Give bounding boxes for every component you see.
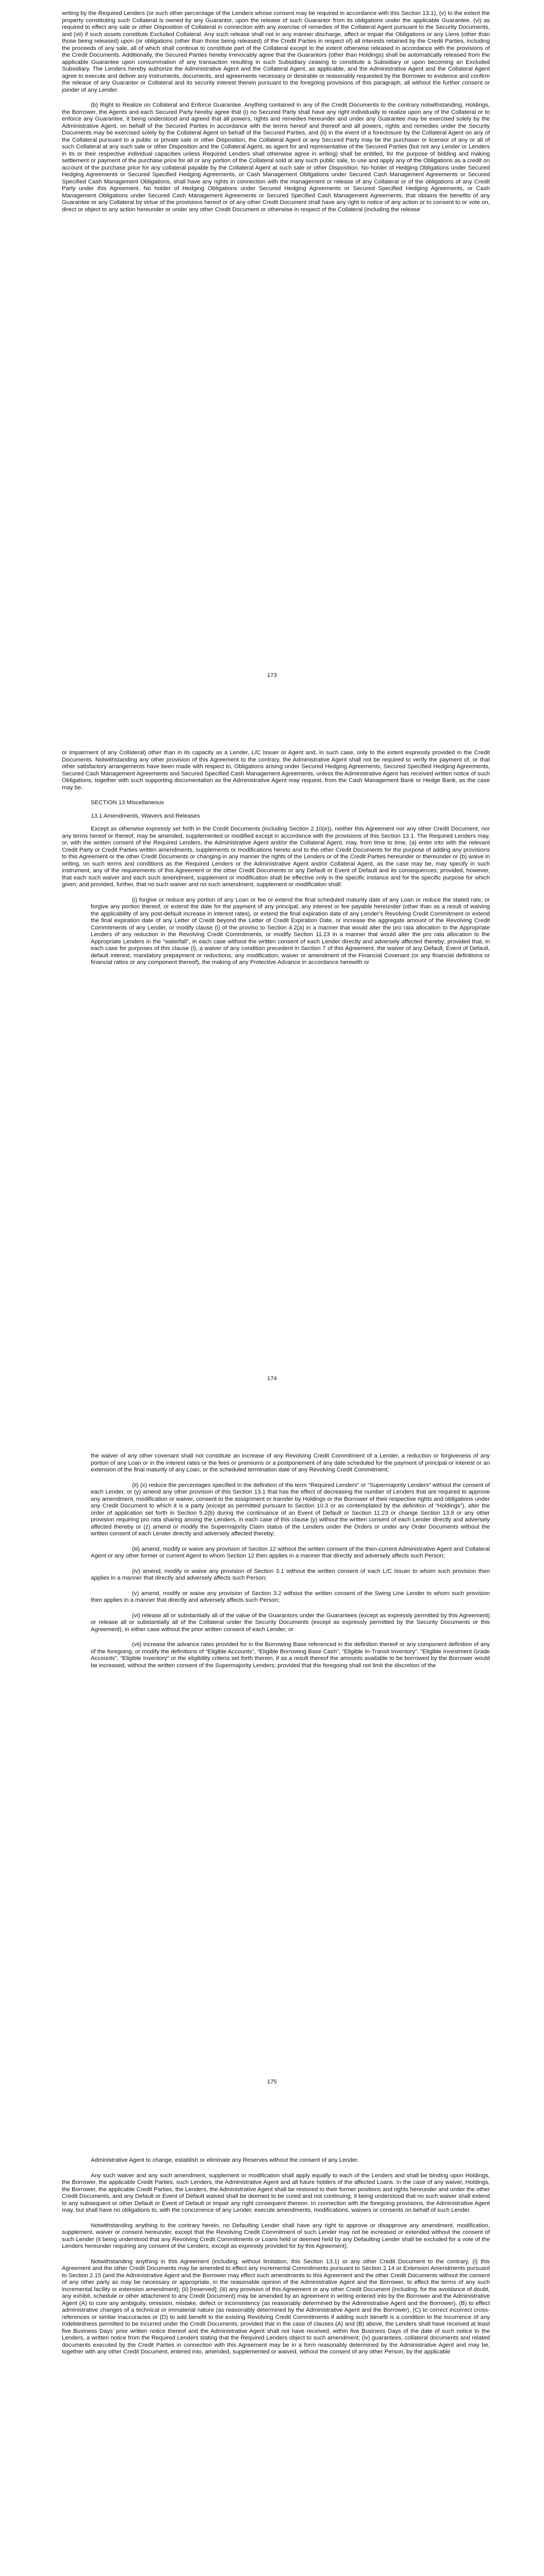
clause-vi: (vi) release all or substantially all of the value of the Guarantors under the Guarantees (except as expressly permitted by this Agreement) or release all or substantially all of the Collateral under the Security Documents (except as expressly permitted by the Security Documents or this Agreement), in either case without the prior written consent of each Lender; or [91,1612,490,1633]
clause-ii: (ii) (x) reduce the percentages specified in the definition of the term “Required Lenders” or “Supermajority Lenders” without the consent of each Lender, or (y) amend any other provision of this Section 13.1 that has the effect of decreasing the number of Lenders that are required to approve any amendment, modification or waiver, consent to the assignment or transfer by Holdings or the Borrower of their respective rights and obligations under any Credit Document to which it is a party (except as permitted pursuant to Section 10.3 or as contemplated by the definition of “Holdings”), alter the order of application set forth in Section 5.2(b) during the continuance of an Event of Default or Section 11.23 or change Section 13.8 or any other provision requiring pro rata sharing among the Lenders, in each case of this clause (y) without the written consent of each Lender directly and adversely affected thereby or (z) amend or modify the Supermajority Claim status of the Lenders under the Orders or under any Order Documents without the written consent of each Lender directly and adversely affected thereby; [91,1482,490,1537]
page-body [62,0,490,213]
page-173 [0,0,544,703]
paragraph-waiver-applies: Any such waiver and any such amendment, supplement or modification shall apply equally to each of the Lenders and shall be binding upon Holdings, the Borrower, the applicable Credit Parties, such Lenders, the Administrative Agent and all future holders of the affected Loans. In the case of any waiver, Holdings, the Borrower, the applicable Credit Parties, the Lenders, the Administrative Agent shall be restored to their former positions and rights hereunder and under the other Credit Documents, and any Default or Event of Default waived shall be deemed to be cured and not continuing, it being understood that no such waiver shall extend to any subsequent or other Default or Event of Default or impair any right consequent thereon. In connection with the foregoing provisions, the Administrative Agent may, but shall have no obligations to, with the concurrence of any Lender, execute amendments, modifications, waivers or consents on behalf of such Lender. [62,2172,490,2213]
clause-iv: (iv) amend, modify or waive any provision of Section 3.1 without the written consent of each L/C Issuer to whom such provision then applies in a manner that directly and adversely affects such Person; [91,1568,490,1581]
clause-i: (i) forgive or reduce any portion of any Loan or fee or extend the final scheduled maturity date of any Loan or reduce the stated rate, or forgive any portion thereof, or extend the date for the payment of any principal, any interest or fee payable hereunder (other than as a result of waiving the applicability of any post-default increase in interest rates), or extend the final expiration date of any Lender's Revolving Credit Commitment or extend the final expiration date of any Letter of Credit beyond the Letter of Credit Expiration Date, or increase the aggregate amount of the Revolving Credit Commitments of any Lender, or modify clause (i) of the proviso to Section 4.2(a) in a manner that would alter the pro rata allocation to the Appropriate Lenders of any reduction in the Revolving Credit Commitments, or modify Section 11.23 in a manner that would alter the pro rata allocation to the Appropriate Lenders in the “waterfall”, in each case without the written consent of each Lender directly and adversely affected thereby; provided that, in each case for purposes of this clause (i), a waiver of any condition precedent in Section 7 of this Agreement, the waiver of any Default, Event of Default, default interest, mandatory prepayment or reductions, any modification, waiver or amendment of the Financial Covenant (or any financial definitions or financial ratios or any component thereof), the making of any Protective Advance in accordance herewith or [91,896,490,965]
subsection-heading: 13.1 Amendments, Waivers and Releases [91,812,200,819]
page-number: 173 [267,672,277,679]
section-heading: SECTION 13 Miscellaneous [91,800,164,806]
clause-v: (v) amend, modify or waive any provision of Section 3.2 without the written consent of the Swing Line Lender to whom such provision then applies in a manner that directly and adversely affects such Person; [91,1590,490,1603]
page-176 [0,2110,544,2576]
page-175 [0,1406,544,2110]
paragraph-notwithstanding: Notwithstanding anything in this Agreement (including, without limitation, this Section 13.1) or any other Credit Document to the contrary, (i) this Agreement and the other Credit Documents may be amended to effect any Incremental Commitments pursuant to Section 2.14 or Extension Amendments pursuant to Section 2.15 (and the Administrative Agent and the Borrower may effect such amendments to this Agreement and the other Credit Documents without the consent of any other party as may be necessary or appropriate, in the reasonable opinion of the Administrative Agent and the Borrower, to effect the terms of any such incremental facility or extension amendment); (ii) [reserved]; (iii) any provision of this Agreement or any other Credit Document (including, for the avoidance of doubt, any exhibit, schedule or other attachment to any Credit Document) may be amended by an agreement in writing entered into by the Borrower and the Administrative Agent (A) to cure any ambiguity, omission, mistake, defect or inconsistency (as reasonably determined by the Administrative Agent and the Borrower), (B) to effect administrative changes of a technical or immaterial nature (as reasonably determined by the Administrative Agent and the Borrower), (C) to correct incorrect cross-references or similar inaccuracies or (D) to add benefit to the existing Revolving Credit Commitments if adding such benefit is a condition to the incurrence of any Indebtedness permitted to be incurred under the Credit Documents; provided that in the case of clauses (A) and (B) above, the Lenders shall have received at least five Business Days’ prior written notice thereof and the Administrative Agent shall not have received, within five Business Days of the date of such notice to the Lenders, a written notice from the Required Lenders stating that the Required Lenders object to such amendment; (iv) guarantees, collateral documents and related documents executed by the Credit Parties in connection with this Agreement may be in a form reasonably determined by the Administrative Agent and may be, together with any other Credit Document, entered into, amended, supplemented or waived, without the consent of any other Person, by the applicable [62,2258,490,2355]
paragraph-amendments-intro: Except as otherwise expressly set forth in the Credit Documents (including Section 2.10(e)), neither this Agreement nor any other Credit Document, nor any terms hereof or thereof, may be amended, supplemented or modified except in accordance with the provisions of this Section 13.1. The Required Lenders may, or, with the written consent of the Required Lenders, the Administrative Agent and/or the Collateral Agent, may, from time to time, (a) enter into with the relevant Credit Party or Credit Parties written amendments, supplements or modifications hereto and to the other Credit Documents for the purpose of adding any provisions to this Agreement or the other Credit Documents or changing in any manner the rights of the Lenders or of the Credit Parties hereunder or thereunder or (b) waive in writing, on such terms and conditions as the Required Lenders or the Administrative Agent and/or Collateral Agent, as the case may be, may specify in such instrument, any of the requirements of this Agreement or the other Credit Documents or any Default or Event of Default and its consequences; provided, however, that each such waiver and each such amendment, supplement or modification shall be effective only in the specific instance and for the specific purpose for which given; and provided, further, that no such waiver and no such amendment, supplement or modification shall: [62,826,490,888]
page-number: 174 [267,1376,277,1382]
paragraph-right-to-realize: (b) Right to Realize on Collateral and Enforce Guarantee. Anything contained in any of the Credit Documents to the contrary notwithstanding, Holdings, the Borrower, the Agents and each Secured Party hereby agree that (i) no Secured Party shall have any right individually to realize upon any of the Collateral or to enforce any Guarantee, it being understood and agreed that all powers, rights and remedies hereunder and under any Guarantee may be exercised solely by the Administrative Agent, on behalf of the Secured Parties in accordance with the terms hereof and thereof and all powers, rights and remedies under the Security Documents may be exercised solely by the Collateral Agent on behalf of the Secured Parties, and (ii) in the event of a foreclosure by the Collateral Agent on any of the Collateral pursuant to a public or private sale or other Disposition, the Collateral Agent or any Secured Party may be the purchaser or licensor of any or all of such Collateral at any such sale or other Disposition and the Collateral Agent, as agent for and representative of the Secured Parties (but not any Lender or Lenders in its or their respective individual capacities unless Required Lenders shall otherwise agree in writing) shall be entitled, for the purpose of bidding and making settlement or payment of the purchase price for all or any portion of the Collateral sold at any such public sale, to use and apply any of the Obligations as a credit on account of the purchase price for any collateral payable by the Collateral Agent at such sale or other Disposition. No holder of Hedging Obligations under Secured Hedging Agreements or Secured Specified Hedging Agreements, or Cash Management Obligations under Secured Cash Management Agreements or Secured Specified Cash Management Obligations, shall have any rights in connection with the management or release of any Collateral or of the obligations of any Credit Party under this Agreement. No holder of Hedging Obligations under Secured Hedging Agreements or Secured Specified Hedging Agreements, or Cash Management Obligations under Secured Cash Management Agreements or Secured Specified Cash Management Agreements, that obtains the benefits of any Guarantee or any Collateral by virtue of the provisions hereof or of any other Credit Document shall have any right to notice of any action or to consent to or vote on, direct or object to any action hereunder or under any other Credit Document or otherwise in respect of the Collateral (including the release [62,102,490,213]
clause-iii: (iii) amend, modify or waive any provision of Section 12 without the written consent of the then-current Administrative Agent and Collateral Agent or any other former or current Agent to whom Section 12 then applies in a manner that directly and adversely affects such Person; [91,1546,490,1559]
page-174 [0,703,544,1406]
clause-vii: (vii) increase the advance rates provided for in the Borrowing Base referenced in the definition thereof or any component definition of any of the foregoing, or modify the definitions of “Eligible Accounts”, “Eligible Borrowing Base Cash”, “Eligible In-Transit Inventory”, “Eligible Investment Grade Accounts”, “Eligible Inventory” or the eligibility criteria set forth therein, if as a result thereof the amounts available to be borrowed by the Borrower would be increased, without the written consent of the Supermajority Lenders; provided that the foregoing shall not limit the discretion of the [91,1641,490,1669]
page-number: 175 [267,2079,277,2085]
clause-vii-continued: Administrative Agent to change, establish or eliminate any Reserves without the consent of any Lender. [91,2157,359,2163]
page-body [62,1406,490,1669]
page-body [62,2110,490,2356]
paragraph-release-continued: writing by the Required Lenders (or such other percentage of the Lenders whose consent may be required in accordance with this Section 13.1), (v) to the extent the property constituting such Collateral is owned by any Guarantor, upon the release of such Guarantor from its obligations under the applicable Guarantee, (vi) as required to effect any sale or other Disposition of Collateral in connection with any exercise of remedies of the Collateral Agent pursuant to the Security Documents, and (vii) if such assets constitute Excluded Collateral. Any such release shall not in any manner discharge, affect or impair the Obligations or any Liens (other than those being released) upon (or obligations (other than those being released) of the Credit Parties in respect of) all interests retained by the Credit Parties, including the proceeds of any sale, all of which shall continue to constitute part of the Collateral except to the extent otherwise released in accordance with the provisions of the Credit Documents. Additionally, the Secured Parties hereby irrevocably agree that the Guarantors (other than Holdings) shall be automatically released from the applicable Guarantee upon consummation of any transaction resulting in such Subsidiary ceasing to constitute a Subsidiary or upon becoming an Excluded Subsidiary. The Lenders hereby authorize the Administrative Agent and the Collateral Agent, as applicable, and the Administrative Agent and the Collateral Agent agree to execute and deliver any instruments, documents, and agreements necessary or desirable or reasonably requested by the Borrower to evidence and confirm the release of any Guarantor or Collateral and its security interest therein pursuant to the foregoing provisions of this paragraph, all without the further consent or joinder of any Lender. [62,10,490,93]
paragraph-defaulting-lender: Notwithstanding anything to the contrary herein, no Defaulting Lender shall have any right to approve or disapprove any amendment, modification, supplement, waiver or consent hereunder, except that the Revolving Credit Commitment of such Lender may not be increased or extended without the consent of such Lender (it being understood that any Revolving Credit Commitments or Loans held or deemed held by any Defaulting Lender shall be excluded for a vote of the Lenders hereunder requiring any consent of the Lenders, except as expressly provided for by this Agreement). [62,2222,490,2249]
paragraph-impairment-continued: or impairment of any Collateral) other than in its capacity as a Lender, L/C Issuer or Agent and, in such case, only to the extent expressly provided in the Credit Documents. Notwithstanding any other provision of this Agreement to the contrary, the Administrative Agent shall not be required to verify the payment of, or that other satisfactory arrangements have been made with respect to, Obligations arising under Secured Hedging Agreements, Secured Specified Hedging Agreements, Secured Cash Management Agreements and Secured Specified Cash Management Agreements, unless the Administrative Agent has received written notice of such Obligations, together with such supporting documentation as the Administrative Agent may request, from the Cash Management Bank or Hedge Bank, as the case may be. [62,750,490,791]
page-body [62,703,490,967]
clause-i-continued: the waiver of any other covenant shall not constitute an increase of any Revolving Credit Commitment of a Lender, a reduction or forgiveness of any portion of any Loan or in the interest rates or the fees or premiums or a postponement of any date scheduled for the payment of principal or interest or an extension of the final maturity of any Loan, or the scheduled termination date of any Revolving Credit Commitment; [91,1453,490,1473]
